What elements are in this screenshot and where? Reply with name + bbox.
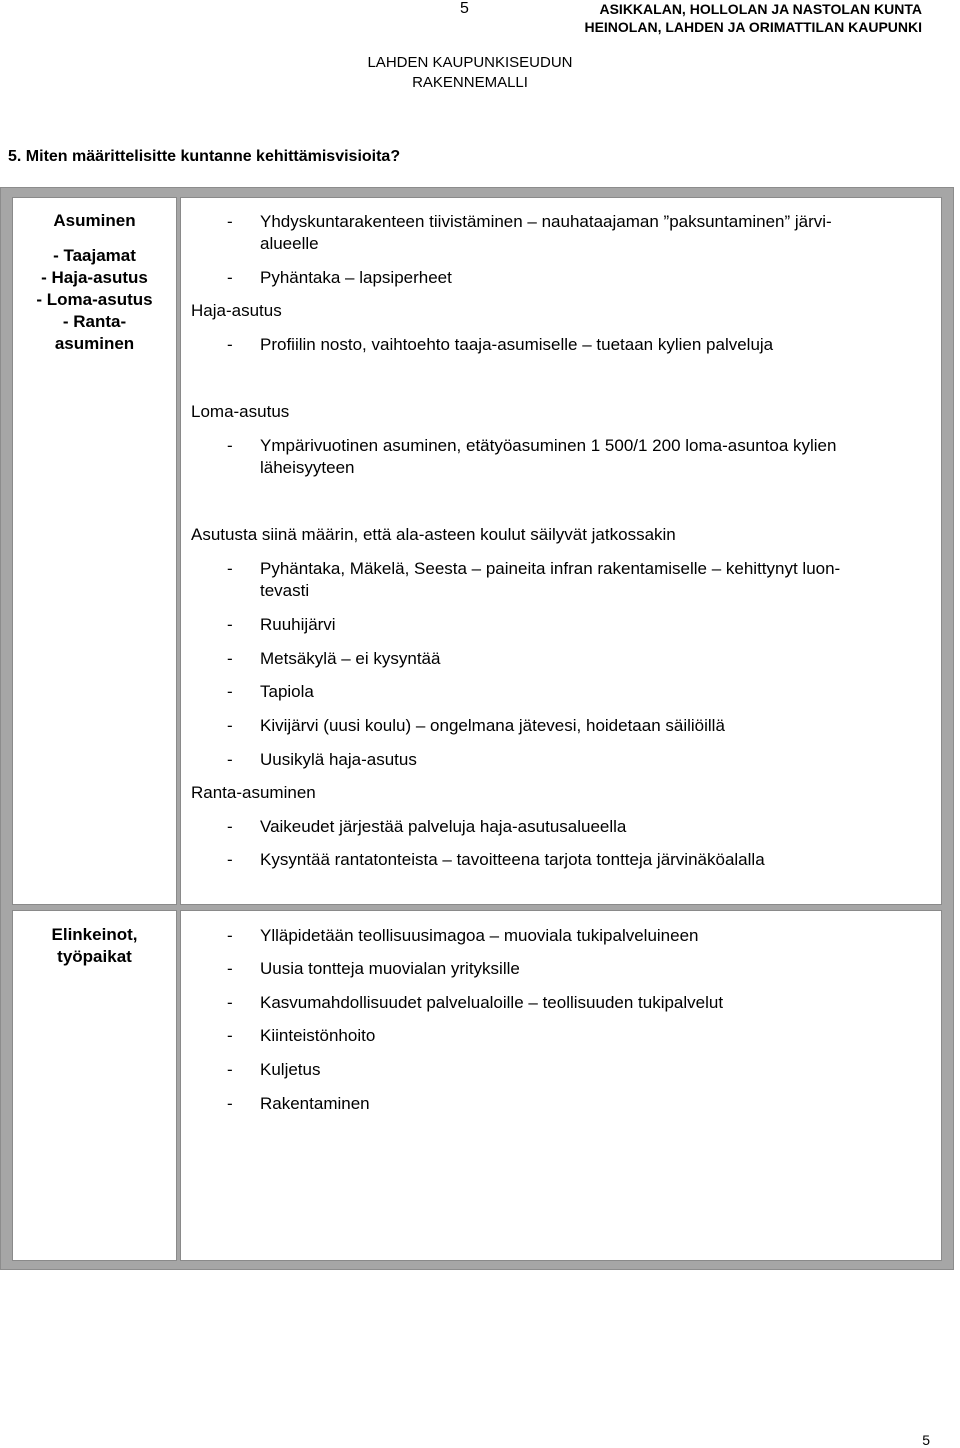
organization-line-2: HEINOLAN, LAHDEN JA ORIMATTILAN KAUPUNKI: [584, 19, 922, 35]
list-item: Metsäkylä – ei kysyntää: [260, 649, 441, 668]
subheading-haja-asutus: Haja-asutus: [191, 301, 282, 320]
list-item: Pyhäntaka – lapsiperheet: [260, 268, 452, 287]
list-dash: -: [227, 850, 233, 869]
list-item: Pyhäntaka, Mäkelä, Seesta – paineita infran rakentamiselle – kehittynyt luon-: [260, 559, 841, 578]
region-title: [350, 53, 590, 93]
subheading-loma-asutus: Loma-asutus: [191, 402, 290, 421]
subheading-asutusta: Asutusta siinä määrin, että ala-asteen koulut säilyvät jatkossakin: [191, 525, 676, 544]
list-item: Kysyntää rantatonteista – tavoitteena tarjota tontteja järvinäköalalla: [260, 850, 765, 869]
list-dash: -: [227, 682, 233, 701]
list-dash: -: [227, 716, 233, 735]
list-item: Profiilin nosto, vaihtoehto taaja-asumiselle – tuetaan kylien palveluja: [260, 335, 774, 354]
list-dash: -: [227, 649, 233, 668]
list-dash: -: [227, 212, 233, 231]
elinkeinot-label-continuation: työpaikat: [57, 947, 132, 966]
asuminen-sublabel: - Taajamat: [53, 246, 136, 265]
list-item: Ruuhijärvi: [260, 615, 336, 634]
region-line-2: RAKENNEMALLI: [412, 74, 528, 91]
asuminen-sublabel: - Haja-asutus: [41, 268, 148, 287]
elinkeinot-label: Elinkeinot,: [51, 925, 138, 944]
list-dash: -: [227, 1094, 233, 1113]
region-line-1: LAHDEN KAUPUNKISEUDUN: [367, 54, 573, 71]
list-item: Uusia tontteja muovialan yrityksille: [260, 959, 520, 978]
list-dash: -: [227, 1026, 233, 1045]
list-dash: -: [227, 335, 233, 354]
list-item: Kiinteistönhoito: [260, 1026, 376, 1045]
asuminen-label: Asuminen: [53, 211, 136, 230]
list-item: Kuljetus: [260, 1060, 321, 1079]
list-item: Uusikylä haja-asutus: [260, 750, 417, 769]
list-item: Rakentaminen: [260, 1094, 370, 1113]
list-item: Yhdyskuntarakenteen tiivistäminen – nauhataajaman ”paksuntaminen” järvi-: [260, 212, 832, 231]
list-item: Ylläpidetään teollisuusimagoa – muoviala tukipalveluineen: [260, 926, 699, 945]
asuminen-sublabel: - Ranta-: [62, 312, 127, 331]
list-item-continuation: tevasti: [260, 581, 310, 600]
header-page-number: 5: [460, 0, 469, 17]
list-item-continuation: alueelle: [260, 234, 319, 253]
list-dash: -: [227, 817, 233, 836]
asuminen-sublabel: asuminen: [54, 334, 135, 353]
organization-title: [584, 0, 922, 36]
list-dash: -: [227, 268, 233, 287]
list-item: Kivijärvi (uusi koulu) – ongelmana jätevesi, hoidetaan säiliöillä: [260, 716, 725, 735]
list-item: Ympärivuotinen asuminen, etätyöasuminen 1 500/1 200 loma-asuntoa kylien: [260, 436, 837, 455]
asuminen-sublabel: - Loma-asutus: [36, 290, 153, 309]
list-dash: -: [227, 1060, 233, 1079]
list-dash: -: [227, 559, 233, 578]
list-dash: -: [227, 436, 233, 455]
list-item-continuation: läheisyyteen: [260, 458, 355, 477]
list-item: Kasvumahdollisuudet palvelualoille – teollisuuden tukipalvelut: [260, 993, 724, 1012]
list-dash: -: [227, 615, 233, 634]
section-heading: 5. Miten määrittelisitte kuntanne kehittämisvisioita?: [8, 148, 401, 165]
list-dash: -: [227, 926, 233, 945]
list-dash: -: [227, 993, 233, 1012]
list-item: Tapiola: [260, 682, 314, 701]
footer-page-number: 5: [922, 1432, 930, 1448]
list-item: Vaikeudet järjestää palveluja haja-asutusalueella: [260, 817, 627, 836]
list-dash: -: [227, 750, 233, 769]
list-dash: -: [227, 959, 233, 978]
organization-line-1: ASIKKALAN, HOLLOLAN JA NASTOLAN KUNTA: [599, 1, 922, 17]
subheading-ranta-asuminen: Ranta-asuminen: [191, 783, 316, 802]
